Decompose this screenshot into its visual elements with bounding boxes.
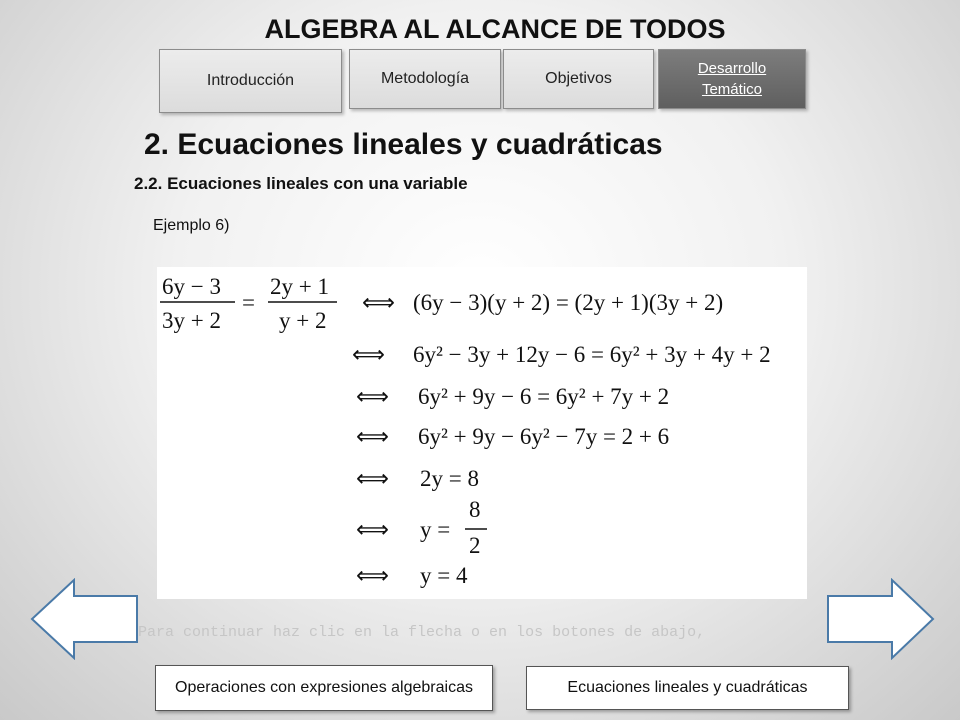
step-1: (6y − 3)(y + 2) = (2y + 1)(3y + 2) <box>413 290 724 315</box>
rhs-denominator: y + 2 <box>279 308 327 333</box>
iff-symbol: ⟺ <box>356 466 389 491</box>
iff-symbol: ⟺ <box>356 424 389 449</box>
step-6-numerator: 8 <box>469 497 481 522</box>
example-label: Ejemplo 6) <box>153 217 230 234</box>
iff-symbol: ⟺ <box>362 290 395 315</box>
step-7: y = 4 <box>420 563 468 588</box>
lhs-denominator: 3y + 2 <box>162 308 221 333</box>
page-title: ALGEBRA AL ALCANCE DE TODOS <box>264 14 726 44</box>
step-4: 6y² + 9y − 6y² − 7y = 2 + 6 <box>418 424 670 449</box>
section-title: 2. Ecuaciones lineales y cuadráticas <box>144 128 663 161</box>
step-6-lhs: y = <box>420 517 451 542</box>
prev-topic-label: Operaciones con expresiones algebraicas <box>175 679 473 696</box>
equals-sign: = <box>242 290 255 315</box>
nav-objetivos-label: Objetivos <box>545 70 612 87</box>
iff-symbol: ⟺ <box>356 517 389 542</box>
nav-introduccion-label: Introducción <box>206 72 295 89</box>
previous-arrow-button[interactable] <box>30 578 140 660</box>
iff-symbol: ⟺ <box>352 342 385 367</box>
lhs-numerator: 6y − 3 <box>162 274 221 299</box>
step-3: 6y² + 9y − 6 = 6y² + 7y + 2 <box>418 384 670 409</box>
step-5: 2y = 8 <box>420 466 479 491</box>
prev-topic-button[interactable] <box>155 665 493 711</box>
step-2: 6y² − 3y + 12y − 6 = 6y² + 3y + 4y + 2 <box>413 342 771 367</box>
nav-introduccion-button[interactable] <box>159 49 342 113</box>
step-6-denominator: 2 <box>469 533 481 558</box>
nav-metodologia-label: Metodología <box>380 70 470 87</box>
iff-symbol: ⟺ <box>356 563 389 588</box>
subsection-title: 2.2. Ecuaciones lineales con una variable <box>134 174 468 193</box>
rhs-numerator: 2y + 1 <box>270 274 329 299</box>
math-derivation <box>157 267 807 599</box>
nav-desarrollo-label-line2: Temático <box>701 81 762 98</box>
nav-metodologia-button[interactable] <box>349 49 501 109</box>
math-derivation-panel <box>157 267 807 599</box>
next-arrow-button[interactable] <box>826 578 936 660</box>
iff-symbol: ⟺ <box>356 384 389 409</box>
nav-desarrollo-label-line1: Desarrollo <box>697 60 767 77</box>
nav-desarrollo-tematico-button[interactable] <box>658 49 806 109</box>
next-topic-button[interactable] <box>526 666 849 710</box>
next-topic-label: Ecuaciones lineales y cuadráticas <box>567 679 808 696</box>
nav-objetivos-button[interactable] <box>503 49 654 109</box>
continue-hint: Para continuar haz clic en la flecha o en los botones de abajo, <box>138 624 706 641</box>
